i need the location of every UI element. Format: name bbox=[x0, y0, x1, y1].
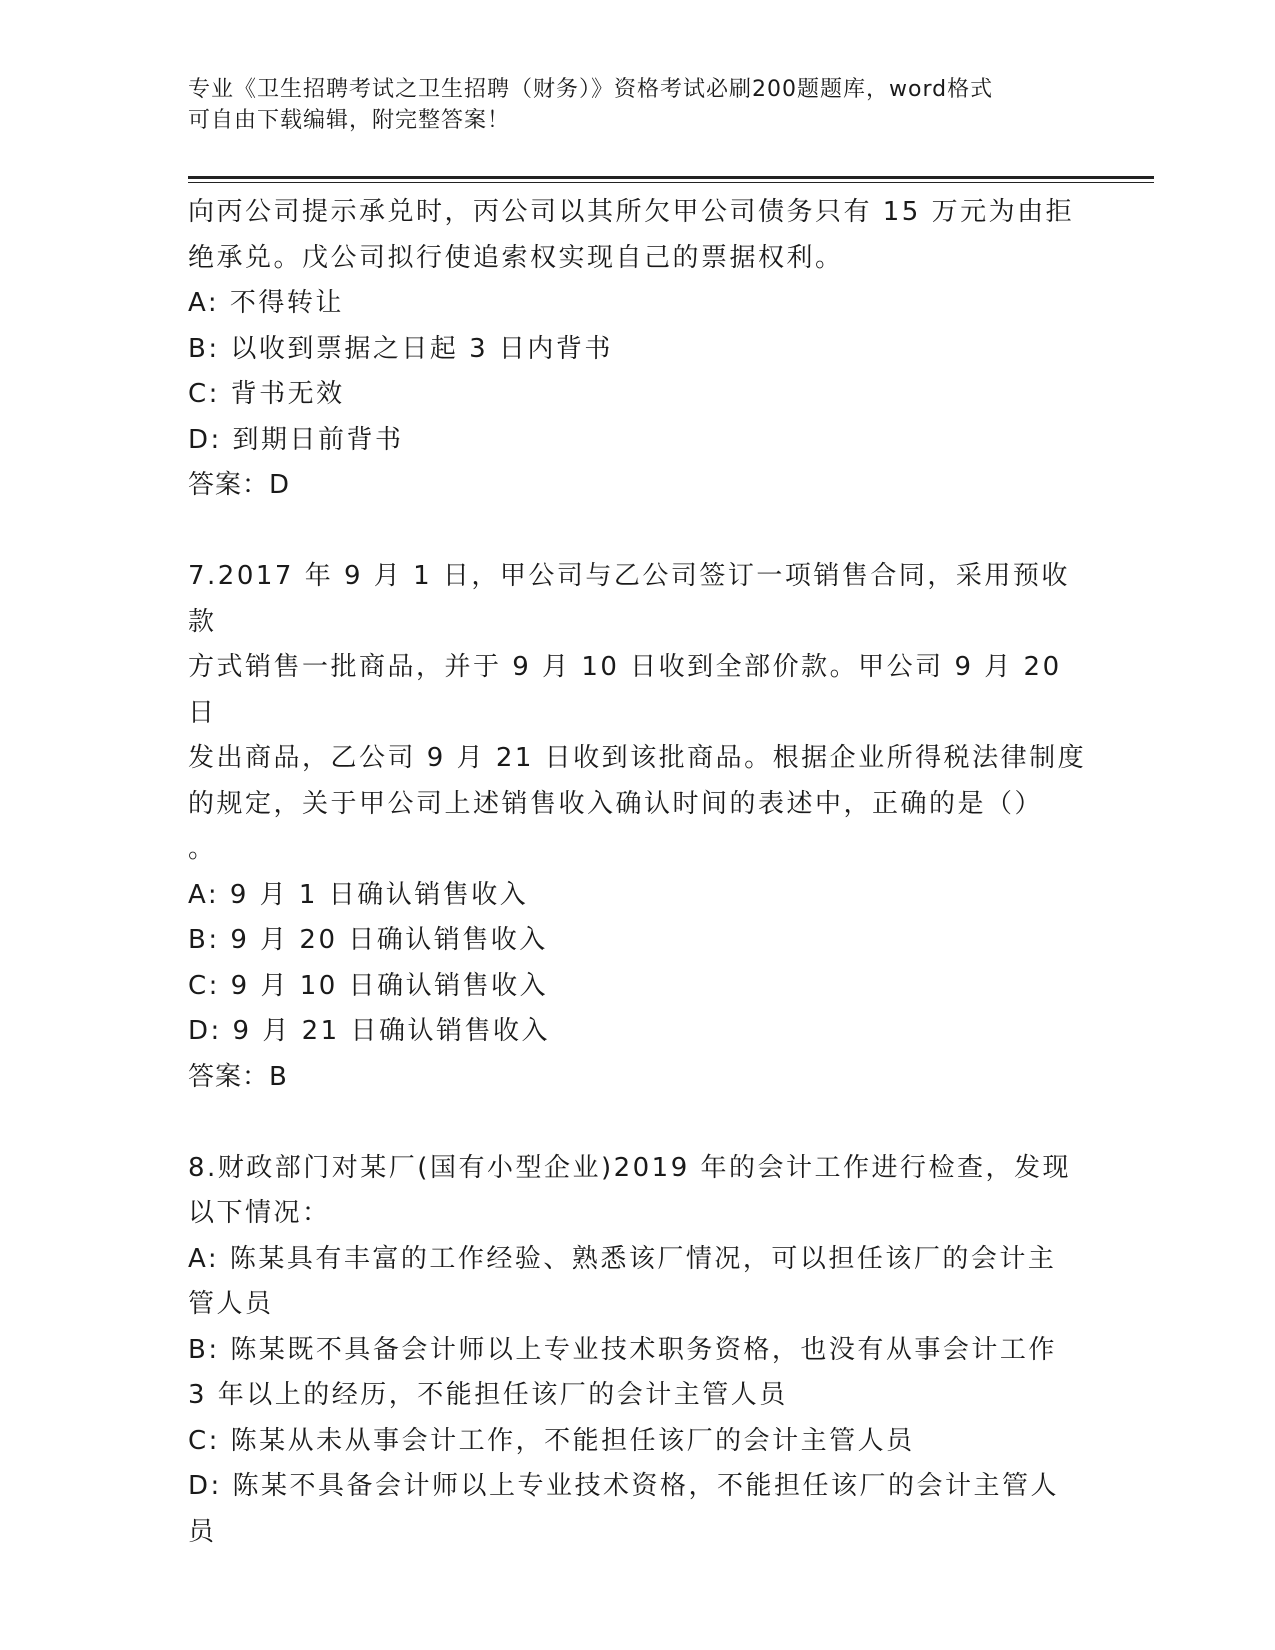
answer-line: 答案：D bbox=[188, 470, 291, 500]
question-stem-line: 8.财政部门对某厂(国有小型企业)2019 年的会计工作进行检查，发现 bbox=[188, 1152, 1072, 1183]
option-d-continued: 员 bbox=[188, 1516, 217, 1547]
spacer bbox=[188, 1100, 1088, 1146]
header-title-line-2: 可自由下载编辑，附完整答案！ bbox=[188, 108, 511, 133]
question-stem-line: 的规定，关于甲公司上述销售收入确认时间的表述中，正确的是（） bbox=[188, 788, 1044, 819]
option-b: B: 陈某既不具备会计师以上专业技术职务资格，也没有从事会计工作 bbox=[188, 1334, 1057, 1365]
question-stem-line: 向丙公司提示承兑时，丙公司以其所欠甲公司债务只有 15 万元为由拒 bbox=[188, 197, 1075, 227]
document-body bbox=[188, 190, 1088, 1555]
option-c: C: 9 月 10 日确认销售收入 bbox=[188, 970, 549, 1001]
option-c: C: 背书无效 bbox=[188, 379, 345, 409]
question-stem-line: 方式销售一批商品，并于 9 月 10 日收到全部价款。甲公司 9 月 20 日 bbox=[188, 652, 1062, 728]
header-title-line-1: 专业《卫生招聘考试之卫生招聘（财务）》资格考试必刷200题题库，word格式 bbox=[188, 77, 994, 102]
option-d: D: 陈某不具备会计师以上专业技术资格，不能担任该厂的会计主管人 bbox=[188, 1471, 1060, 1501]
option-c: C: 陈某从未从事会计工作，不能担任该厂的会计主管人员 bbox=[188, 1425, 915, 1456]
header-divider-thin bbox=[188, 182, 1154, 183]
option-b-continued: 3 年以上的经历，不能担任该厂的会计主管人员 bbox=[188, 1380, 788, 1410]
spacer bbox=[188, 509, 1088, 555]
header-divider-thick bbox=[188, 176, 1154, 179]
option-d: D: 到期日前背书 bbox=[188, 424, 404, 455]
question-stem-line: 以下情况： bbox=[188, 1198, 331, 1228]
option-a: A: 不得转让 bbox=[188, 288, 344, 318]
answer-line: 答案：B bbox=[188, 1061, 288, 1092]
option-b: B: 以收到票据之日起 3 日内背书 bbox=[188, 333, 613, 364]
option-a: A: 陈某具有丰富的工作经验、熟悉该厂情况，可以担任该厂的会计主 bbox=[188, 1243, 1057, 1274]
question-stem-line: 发出商品，乙公司 9 月 21 日收到该批商品。根据企业所得税法律制度 bbox=[188, 743, 1087, 773]
document-header bbox=[188, 74, 1068, 136]
option-d: D: 9 月 21 日确认销售收入 bbox=[188, 1016, 550, 1046]
option-a-continued: 管人员 bbox=[188, 1289, 274, 1319]
question-stem-line: 7.2017 年 9 月 1 日，甲公司与乙公司签订一项销售合同，采用预收款 bbox=[188, 561, 1070, 637]
option-a: A: 9 月 1 日确认销售收入 bbox=[188, 879, 529, 910]
question-stem-line: 。 bbox=[188, 834, 217, 864]
question-stem-line: 绝承兑。戊公司拟行使追索权实现自己的票据权利。 bbox=[188, 242, 844, 273]
question-8 bbox=[188, 1146, 1088, 1556]
question-6 bbox=[188, 190, 1088, 509]
question-7 bbox=[188, 554, 1088, 1100]
option-b: B: 9 月 20 日确认销售收入 bbox=[188, 925, 548, 955]
